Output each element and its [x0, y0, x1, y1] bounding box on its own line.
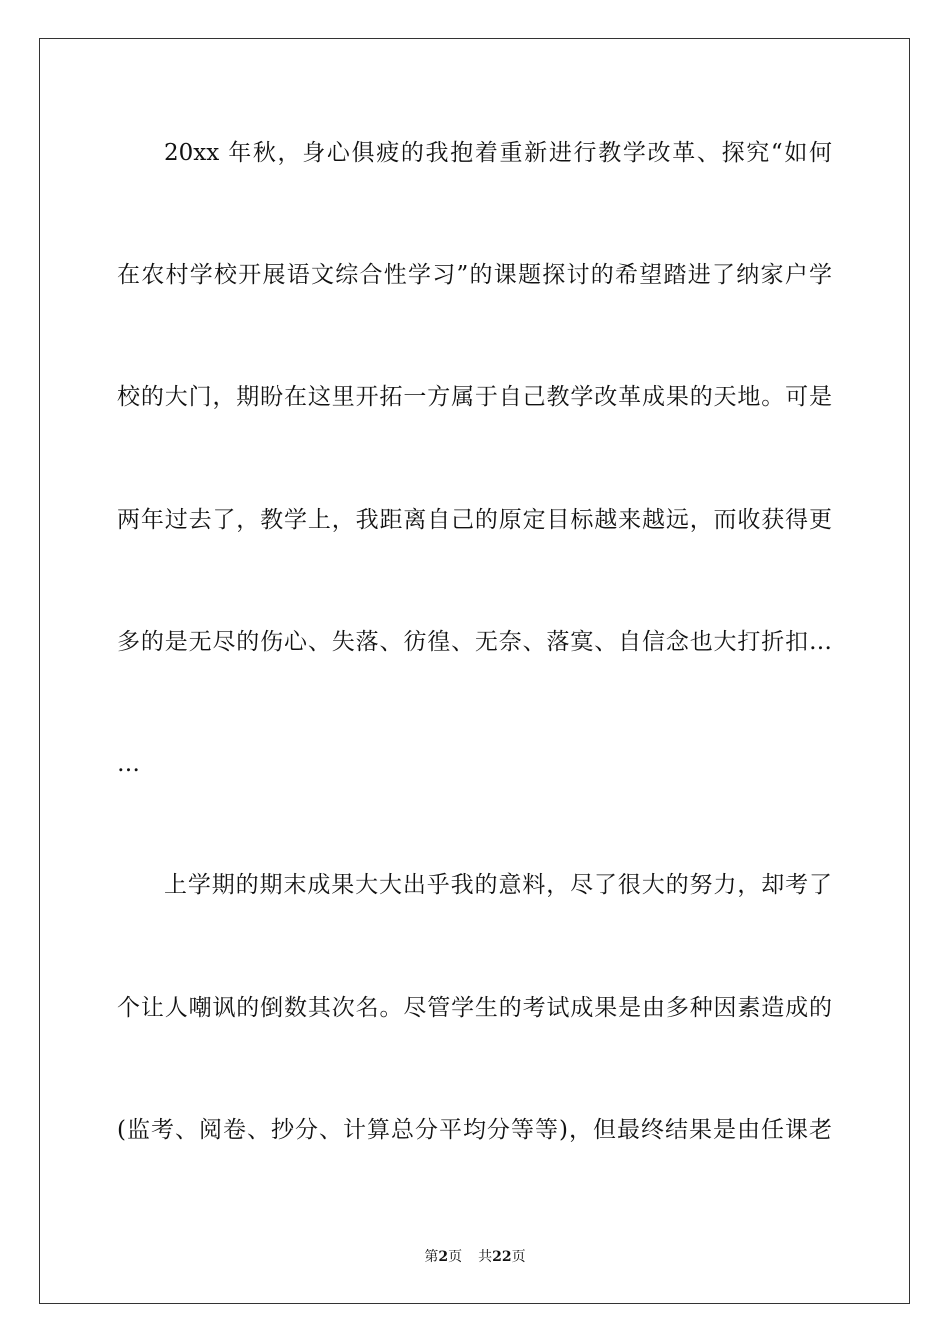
paragraph-1-line-2: 在农村学校开展语文综合性学习”的课题探讨的希望踏进了纳家户学 [117, 262, 832, 288]
total-suffix: 页 [511, 1249, 526, 1265]
paragraph-2-line-3: (监考、阅卷、抄分、计算总分平均分等等)，但最终结果是由任课老 [117, 1117, 832, 1143]
total-prefix: 共 [478, 1249, 493, 1265]
paragraph-1-line-3: 校的大门，期盼在这里开拓一方属于自己教学改革成果的天地。可是 [117, 384, 832, 410]
paragraph-1-line-5: 多的是无尽的伤心、失落、彷徨、无奈、落寞、自信念也大打折扣… [117, 629, 832, 655]
paragraph-2-line-2: 个让人嘲讽的倒数其次名。尽管学生的考试成果是由多种因素造成的 [117, 995, 832, 1021]
paragraph-2-line-1: 上学期的期末成果大大出乎我的意料，尽了很大的努力，却考了 [164, 872, 832, 898]
page-prefix: 第 [424, 1249, 439, 1265]
page-suffix: 页 [448, 1249, 463, 1265]
paragraph-1-line-1: 20xx 年秋，身心俱疲的我抱着重新进行教学改革、探究“如何 [164, 140, 832, 166]
page-footer [0, 1248, 950, 1266]
paragraph-1-line-4: 两年过去了，教学上，我距离自己的原定目标越来越远，而收获得更 [117, 507, 832, 533]
total-pages: 22 [492, 1249, 512, 1265]
paragraph-1-line-6: … [117, 751, 140, 777]
page-number: 2 [438, 1249, 449, 1265]
